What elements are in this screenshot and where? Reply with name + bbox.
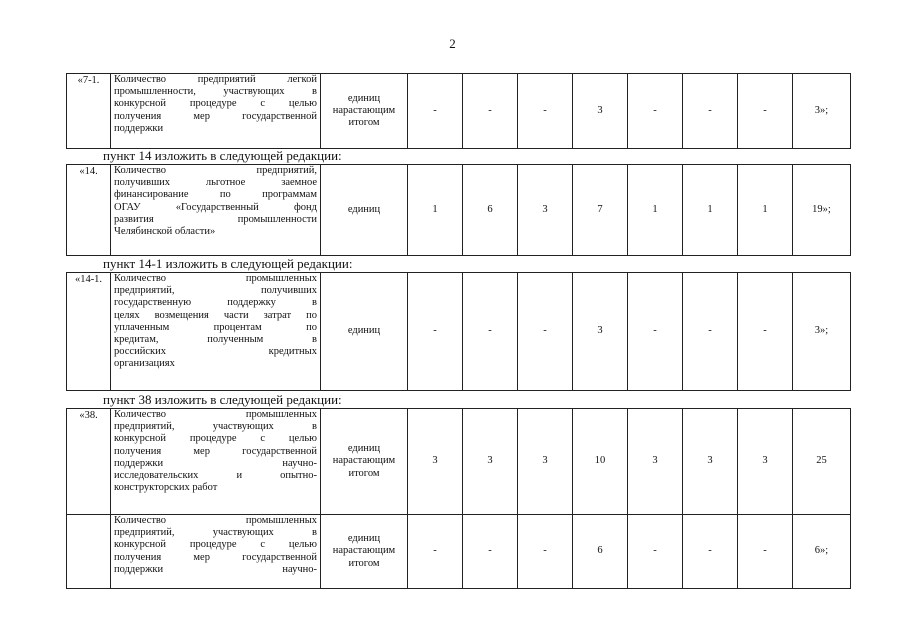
- value-cell: 3: [683, 409, 738, 515]
- value-cell: 3: [408, 409, 463, 515]
- value-cell: 3: [463, 409, 518, 515]
- name-line-last: поддержки: [114, 122, 164, 134]
- value-cell: -: [408, 515, 463, 589]
- value-cell: -: [738, 515, 793, 589]
- value-cell: 3»;: [793, 273, 851, 391]
- name-line: конкурсной процедуре с целью: [114, 433, 317, 445]
- value-cell: -: [738, 273, 793, 391]
- table-row: [67, 74, 851, 149]
- value-cell: 25: [793, 409, 851, 515]
- name-line: развития промышленности: [114, 213, 317, 225]
- value-cell: -: [518, 273, 573, 391]
- name-line: промышленности, участвующих в: [114, 86, 317, 98]
- indicator-name: [111, 273, 321, 391]
- indicator-table: [66, 408, 851, 589]
- name-line: предприятий, получивших: [114, 285, 317, 297]
- name-line: конкурсной процедуре с целью: [114, 539, 317, 551]
- unit-cell: единиц нарастающим итогом: [321, 515, 408, 589]
- value-cell: 1: [628, 165, 683, 256]
- table-row: [67, 515, 851, 589]
- row-number: «7-1.: [67, 74, 111, 149]
- value-cell: 1: [738, 165, 793, 256]
- value-cell: -: [738, 74, 793, 149]
- indicator-table: [66, 272, 851, 391]
- value-cell: -: [518, 74, 573, 149]
- value-cell: 6: [463, 165, 518, 256]
- name-line: поддержки научно-: [114, 563, 317, 575]
- unit-cell: единиц нарастающим итогом: [321, 409, 408, 515]
- value-cell: -: [408, 273, 463, 391]
- value-cell: -: [518, 515, 573, 589]
- indicator-name: [111, 74, 321, 149]
- name-line: кредитам, полученным в: [114, 334, 317, 346]
- value-cell: -: [463, 515, 518, 589]
- name-line: Количество предприятий легкой: [114, 74, 317, 85]
- name-line: Количество промышленных: [114, 515, 317, 526]
- row-number: «14.: [67, 165, 111, 256]
- name-line: получения мер государственной: [114, 110, 317, 122]
- unit-cell: единиц: [321, 273, 408, 391]
- value-cell: 1: [683, 165, 738, 256]
- amendment-instruction: пункт 14-1 изложить в следующей редакции:: [103, 256, 353, 271]
- row-number: «14-1.: [67, 273, 111, 391]
- name-line-last: конструкторских работ: [114, 482, 218, 494]
- name-line: получивших льготное заемное: [114, 177, 317, 189]
- name-line: уплаченным процентам по: [114, 321, 317, 333]
- unit-cell: единиц нарастающим итогом: [321, 74, 408, 149]
- value-cell: 3»;: [793, 74, 851, 149]
- name-line-last: организациях: [114, 358, 175, 370]
- name-line: получения мер государственной: [114, 551, 317, 563]
- table-section-7-1: [66, 73, 850, 149]
- value-cell: -: [463, 273, 518, 391]
- table-section-38: [66, 408, 850, 589]
- name-line: Количество промышленных: [114, 273, 317, 284]
- indicator-table: [66, 73, 851, 149]
- value-cell: -: [408, 74, 463, 149]
- unit-cell: единиц: [321, 165, 408, 256]
- name-line: получения мер государственной: [114, 445, 317, 457]
- page-number: 2: [449, 36, 456, 51]
- value-cell: 3: [738, 409, 793, 515]
- value-cell: 1: [408, 165, 463, 256]
- table-section-14-1: [66, 272, 850, 391]
- value-cell: -: [628, 515, 683, 589]
- value-cell: 6: [573, 515, 628, 589]
- name-line: исследовательских и опытно-: [114, 470, 317, 482]
- name-line: финансирование по программам: [114, 189, 317, 201]
- amendment-instruction: пункт 14 изложить в следующей редакции:: [103, 148, 342, 163]
- name-line: ОГАУ «Государственный фонд: [114, 201, 317, 213]
- value-cell: -: [683, 515, 738, 589]
- table-row: [67, 165, 851, 256]
- name-line-last: Челябинской области»: [114, 226, 216, 238]
- value-cell: 3: [573, 273, 628, 391]
- amendment-instruction: пункт 38 изложить в следующей редакции:: [103, 392, 342, 407]
- name-line: конкурсной процедуре с целью: [114, 98, 317, 110]
- name-line: государственную поддержку в: [114, 297, 317, 309]
- indicator-name: [111, 515, 321, 589]
- indicator-table: [66, 164, 851, 256]
- value-cell: 3: [628, 409, 683, 515]
- name-line: целях возмещения части затрат по: [114, 309, 317, 321]
- value-cell: -: [628, 74, 683, 149]
- value-cell: -: [628, 273, 683, 391]
- table-row: [67, 409, 851, 515]
- name-line: предприятий, участвующих в: [114, 421, 317, 433]
- indicator-name: [111, 165, 321, 256]
- value-cell: 3: [518, 165, 573, 256]
- value-cell: 10: [573, 409, 628, 515]
- name-line: российских кредитных: [114, 346, 317, 358]
- value-cell: -: [683, 273, 738, 391]
- value-cell: 19»;: [793, 165, 851, 256]
- value-cell: 3: [573, 74, 628, 149]
- value-cell: 6»;: [793, 515, 851, 589]
- value-cell: -: [463, 74, 518, 149]
- row-number: [67, 515, 111, 589]
- indicator-name: [111, 409, 321, 515]
- value-cell: -: [683, 74, 738, 149]
- table-section-14: [66, 164, 850, 256]
- table-row: [67, 273, 851, 391]
- name-line: Количество промышленных: [114, 409, 317, 420]
- name-line: Количество предприятий,: [114, 165, 317, 176]
- value-cell: 7: [573, 165, 628, 256]
- value-cell: 3: [518, 409, 573, 515]
- row-number: «38.: [67, 409, 111, 515]
- name-line: предприятий, участвующих в: [114, 527, 317, 539]
- name-line: поддержки научно-: [114, 457, 317, 469]
